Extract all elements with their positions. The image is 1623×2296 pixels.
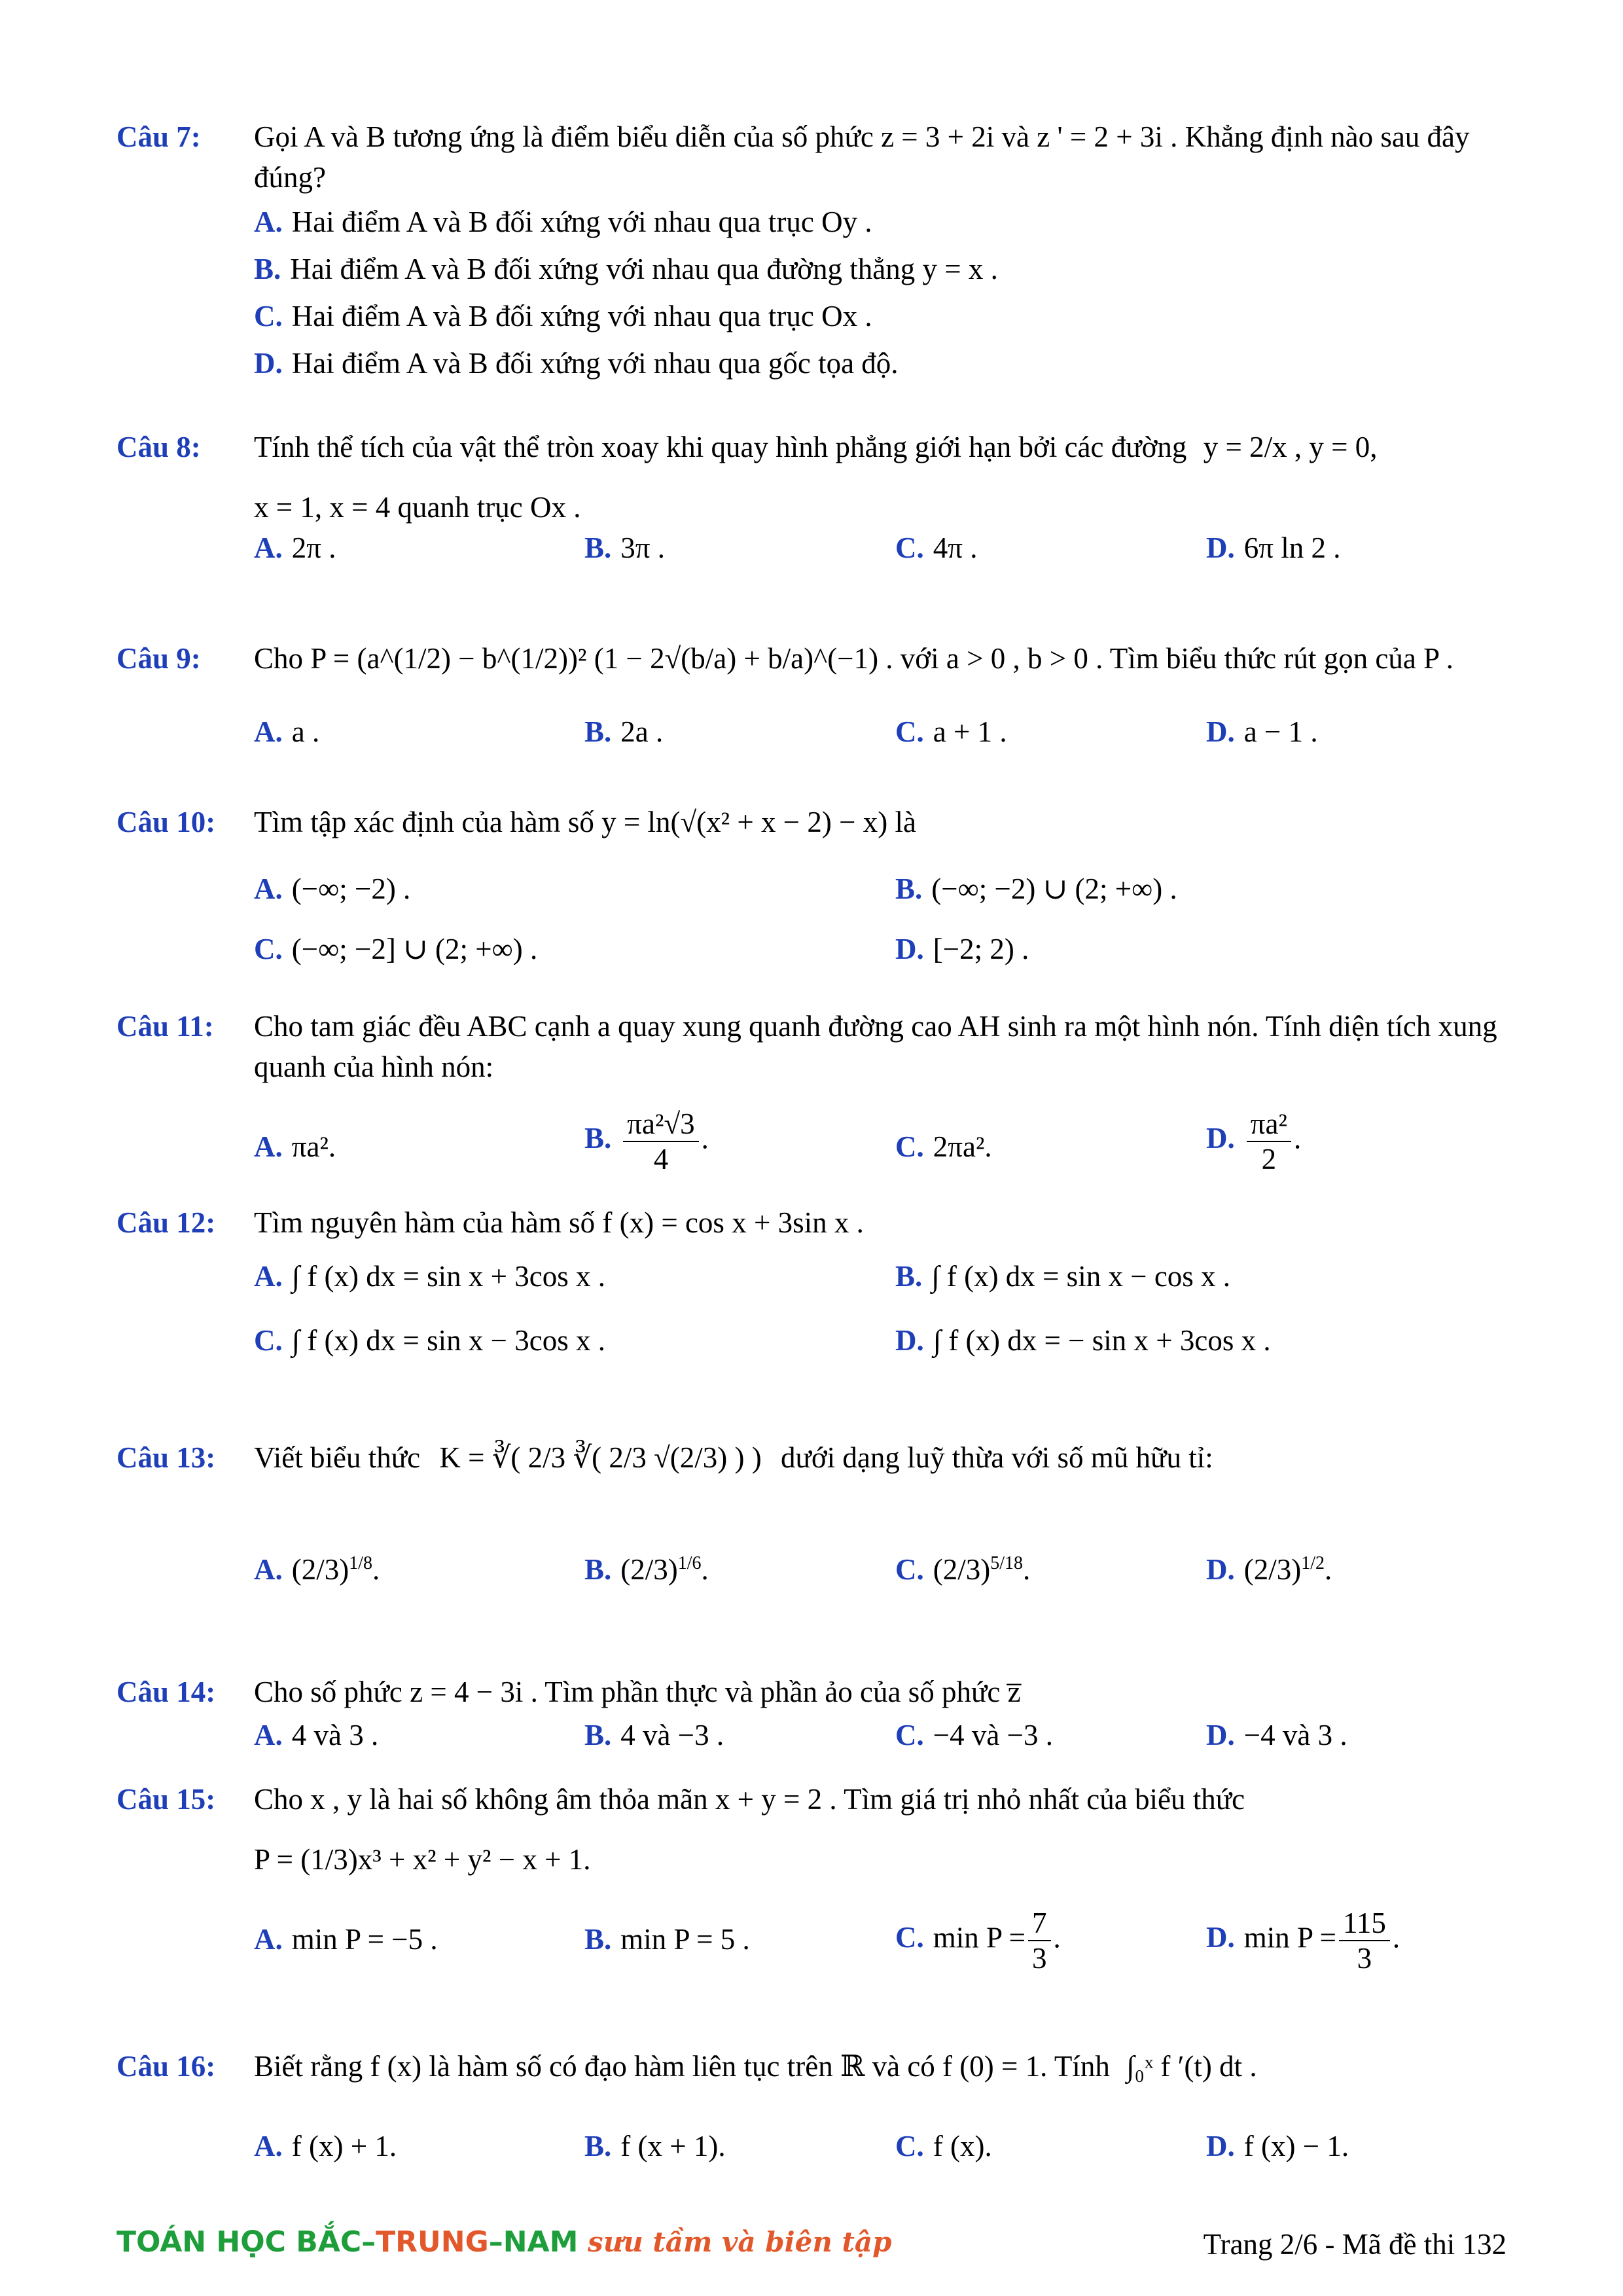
option-a[interactable]: A. $(2/3)^{1/8}$. <box>254 1553 380 1586</box>
fraction: $\frac{\text{πa²√3}}{4}$ <box>623 1107 698 1176</box>
option-a[interactable]: A. min P = −5 . <box>254 1923 438 1956</box>
question-10 <box>116 802 1517 976</box>
question-16 <box>116 2046 1517 2173</box>
option-c[interactable]: C. ∫ f (x) dx = sin x − 3cos x . <box>254 1324 606 1357</box>
option-b[interactable]: B. 3π . <box>584 531 665 564</box>
option-b[interactable]: B. Hai điểm A và B đối xứng với nhau qua đường thẳng y = x . <box>254 253 998 285</box>
option-d[interactable]: D. $(2/3)^{1/2}$. <box>1206 1553 1332 1586</box>
option-b[interactable]: B. $\frac{\text{πa²√3}}{4}$ . <box>584 1107 709 1175</box>
question-label: Câu 11: <box>116 1010 214 1043</box>
question-stem: Cho tam giác đều ABC cạnh a quay xung quanh đường cao AH sinh ra một hình nón. Tính diện tích xung quanh của hình nón: <box>254 1010 1497 1083</box>
option-a[interactable]: A. Hai điểm A và B đối xứng với nhau qua trục Oy . <box>254 206 872 238</box>
question-stem: Gọi A và B tương ứng là điểm biểu diễn của số phức z = 3 + 2i và z ' = 2 + 3i . Khẳng định nào sau đây đúng? <box>254 120 1470 194</box>
option-c[interactable]: C. min P = $\frac{7}{3}$ . <box>895 1907 1061 1975</box>
option-b[interactable]: B. ∫ f (x) dx = sin x − cos x . <box>895 1260 1231 1293</box>
question-stem: Tính thể tích của vật thể tròn xoay khi quay hình phẳng giới hạn bởi các đường <box>254 431 1187 463</box>
question-equation: P = (1/3)x³ + x² + y² − x + 1. <box>254 1843 591 1876</box>
option-c[interactable]: C. (−∞; −2] ∪ (2; +∞) . <box>254 933 538 965</box>
option-a[interactable]: A. (−∞; −2) . <box>254 872 411 905</box>
question-stem: Cho x , y là hai số không âm thỏa mãn x + y = 2 . Tìm giá trị nhỏ nhất của biểu thức <box>254 1783 1245 1816</box>
page-info: Trang 2/6 - Mã đề thi 132 <box>1203 2228 1507 2261</box>
question-stem: Cho số phức z = 4 − 3i . Tìm phần thực và phần ảo của số phức z̅ <box>254 1676 1021 1708</box>
option-c[interactable]: C. −4 và −3 . <box>895 1719 1053 1751</box>
option-c[interactable]: C. f (x). <box>895 2130 992 2162</box>
option-d[interactable]: D. a − 1 . <box>1206 715 1318 748</box>
question-11 <box>116 1006 1517 1179</box>
fraction: $\frac{115}{3}$ <box>1339 1906 1390 1975</box>
option-c[interactable]: C. 2πa². <box>895 1130 992 1163</box>
question-12 <box>116 1202 1517 1367</box>
option-b[interactable]: B. $(2/3)^{1/6}$. <box>584 1553 709 1586</box>
question-stem: Biết rằng f (x) là hàm số có đạo hàm liên tục trên ℝ và có f (0) = 1. Tính <box>254 2050 1110 2083</box>
question-stem: Cho P = (a^(1/2) − b^(1/2))² (1 − 2√(b/a) + b/a)^(−1) . với a > 0 , b > 0 . Tìm biểu thức rút gọn của P . <box>254 642 1454 675</box>
question-label: Câu 7: <box>116 120 201 153</box>
question-equation: y = 2/x , y = 0, <box>1203 431 1378 463</box>
question-stem: Tìm tập xác định của hàm số y = ln(√(x² + x − 2) − x) là <box>254 806 916 838</box>
question-label: Câu 15: <box>116 1783 216 1816</box>
question-13 <box>116 1437 1517 1590</box>
question-label: Câu 14: <box>116 1676 216 1708</box>
question-equation: K = ∛( 2/3 ∛( 2/3 √(2/3) ) ) <box>439 1441 762 1474</box>
option-b[interactable]: B. 4 và −3 . <box>584 1719 724 1751</box>
question-7 <box>116 117 1517 390</box>
option-c[interactable]: C. $(2/3)^{5/18}$. <box>895 1553 1031 1586</box>
fraction: $\frac{\text{πa²}}{2}$ <box>1247 1107 1291 1176</box>
option-b[interactable]: B. (−∞; −2) ∪ (2; +∞) . <box>895 872 1177 905</box>
option-c[interactable]: C. 4π . <box>895 531 978 564</box>
footer-brand: TOÁN HỌC BẮC–TRUNG–NAM sưu tầm và biên tập <box>116 2225 892 2259</box>
question-stem-continued: dưới dạng luỹ thừa với số mũ hữu tỉ: <box>780 1441 1213 1474</box>
question-label: Câu 8: <box>116 431 201 463</box>
option-b[interactable]: B. min P = 5 . <box>584 1923 750 1956</box>
option-d[interactable]: D. f (x) − 1. <box>1206 2130 1349 2162</box>
option-a[interactable]: A. a . <box>254 715 320 748</box>
option-d[interactable]: D. 6π ln 2 . <box>1206 531 1341 564</box>
question-stem-continued: x = 1, x = 4 quanh trục Ox . <box>254 491 581 524</box>
option-c[interactable]: C. Hai điểm A và B đối xứng với nhau qua trục Ox . <box>254 300 872 332</box>
question-15 <box>116 1779 1517 1978</box>
question-9 <box>116 638 1517 759</box>
question-label: Câu 10: <box>116 806 216 838</box>
option-d[interactable]: D. Hai điểm A và B đối xứng với nhau qua gốc tọa độ. <box>254 347 899 380</box>
option-d[interactable]: D. min P = $\frac{115}{3}$ . <box>1206 1907 1400 1975</box>
option-a[interactable]: A. 2π . <box>254 531 336 564</box>
option-a[interactable]: A. f (x) + 1. <box>254 2130 397 2162</box>
question-label: Câu 12: <box>116 1206 216 1239</box>
option-a[interactable]: A. πa². <box>254 1130 336 1163</box>
option-d[interactable]: D. $\frac{\text{πa²}}{2}$ . <box>1206 1107 1302 1175</box>
question-label: Câu 16: <box>116 2050 216 2083</box>
question-stem: Tìm nguyên hàm của hàm số f (x) = cos x + 3sin x . <box>254 1206 864 1239</box>
option-b[interactable]: B. f (x + 1). <box>584 2130 726 2162</box>
question-stem: Viết biểu thức <box>254 1441 421 1474</box>
question-14 <box>116 1672 1517 1762</box>
question-label: Câu 9: <box>116 642 201 675</box>
question-8 <box>116 427 1517 575</box>
question-integral: ∫₀ˣ f ′(t) dt . <box>1126 2050 1257 2083</box>
fraction: $\frac{7}{3}$ <box>1028 1906 1051 1975</box>
option-d[interactable]: D. ∫ f (x) dx = − sin x + 3cos x . <box>895 1324 1271 1357</box>
option-c[interactable]: C. a + 1 . <box>895 715 1007 748</box>
option-d[interactable]: D. −4 và 3 . <box>1206 1719 1347 1751</box>
option-a[interactable]: A. 4 và 3 . <box>254 1719 379 1751</box>
option-b[interactable]: B. 2a . <box>584 715 664 748</box>
option-d[interactable]: D. [−2; 2) . <box>895 933 1029 965</box>
option-a[interactable]: A. ∫ f (x) dx = sin x + 3cos x . <box>254 1260 606 1293</box>
question-label: Câu 13: <box>116 1441 216 1474</box>
